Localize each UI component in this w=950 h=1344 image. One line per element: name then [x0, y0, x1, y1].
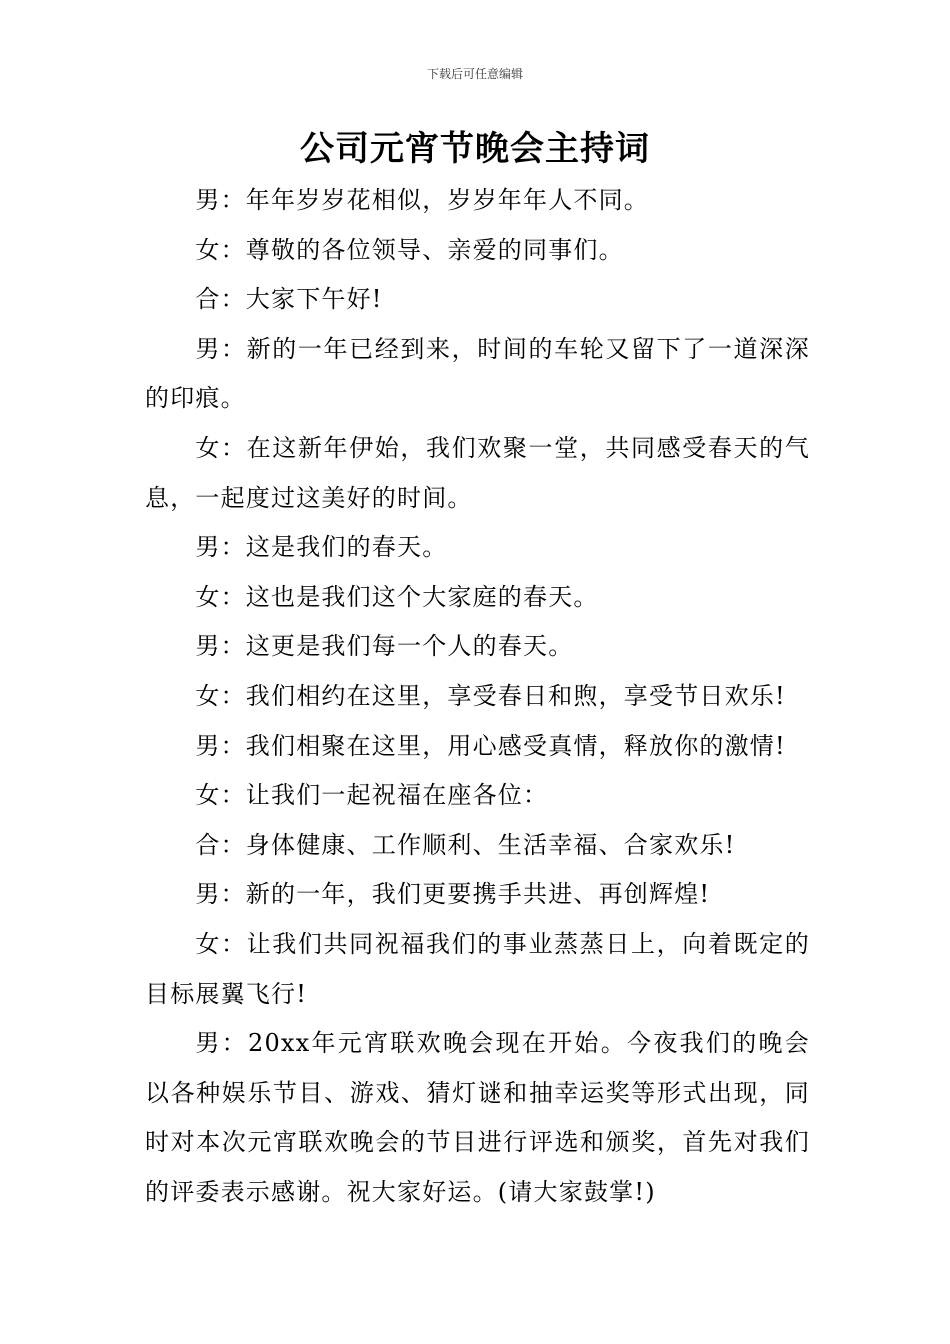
- paragraph: 女：在这新年伊始，我们欢聚一堂，共同感受春天的气息，一起度过这美好的时间。: [145, 433, 810, 512]
- paragraph: 男：这更是我们每一个人的春天。: [195, 632, 574, 661]
- paragraph: 女：我们相约在这里，享受春日和煦，享受节日欢乐!: [195, 681, 786, 710]
- paragraph: 女：让我们一起祝福在座各位：: [195, 781, 549, 810]
- paragraph: 男：年年岁岁花相似，岁岁年年人不同。: [195, 186, 649, 214]
- paragraph: 男：这是我们的春天。: [195, 533, 448, 562]
- paragraph: 男：我们相聚在这里，用心感受真情，释放你的激情!: [195, 731, 786, 760]
- paragraph: 男：新的一年，我们更要携手共进、再创辉煌!: [195, 880, 711, 909]
- document-title: 公司元宵节晚会主持词: [300, 129, 650, 169]
- paragraph: 男：20xx年元宵联欢晚会现在开始。今夜我们的晚会以各种娱乐节目、游戏、猜灯谜和抽幸运奖等形式出现，同时对本次元宵联欢晚会的节目进行评选和颁奖，首先对我们的评委表示感谢。祝大家好运。(请大家鼓掌!): [145, 1029, 810, 1206]
- paragraph: 男：新的一年已经到来，时间的车轮又留下了一道深深的印痕。: [145, 334, 810, 413]
- paragraph: 女：尊敬的各位领导、亲爱的同事们。: [195, 235, 624, 264]
- paragraph: 合：大家下午好!: [195, 285, 383, 314]
- paragraph: 女：让我们共同祝福我们的事业蒸蒸日上，向着既定的目标展翼飞行!: [145, 929, 810, 1008]
- paragraph: 女：这也是我们这个大家庭的春天。: [195, 582, 599, 611]
- header-note: 下载后可任意编辑: [426, 67, 523, 81]
- document-body: [145, 176, 810, 1217]
- paragraph: 合：身体健康、工作顺利、生活幸福、合家欢乐!: [195, 830, 736, 859]
